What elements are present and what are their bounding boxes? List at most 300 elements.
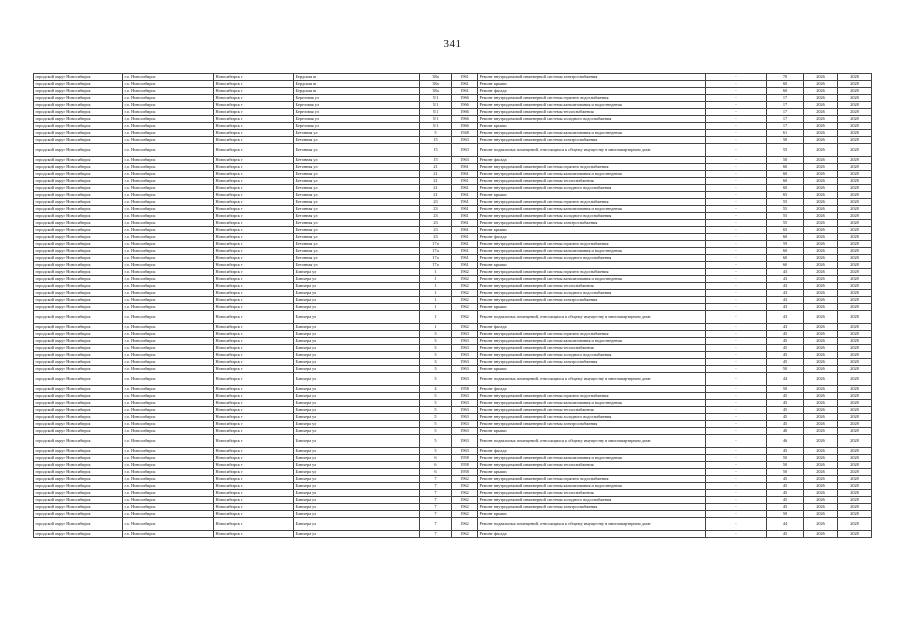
city-cell: Новосибирск г xyxy=(214,504,294,511)
end-year-cell: 2028 xyxy=(838,290,872,297)
value-cell: 65 xyxy=(767,227,804,234)
value-cell: 40 xyxy=(767,428,804,435)
end-year-cell: 2028 xyxy=(838,373,872,386)
locality-cell: г.о. Новосибирск xyxy=(123,234,214,241)
build-year-cell: 1963 xyxy=(452,144,478,157)
house-number-cell: 21 xyxy=(420,178,452,185)
work-type-cell: Ремонт крыши xyxy=(478,304,706,311)
locality-cell: г.о. Новосибирск xyxy=(123,373,214,386)
district-cell: городской округ Новосибирск xyxy=(34,483,123,490)
city-cell: Новосибирск г xyxy=(214,157,294,164)
value-cell: 50 xyxy=(767,511,804,518)
city-cell: Новосибирск г xyxy=(214,164,294,171)
district-cell: городской округ Новосибирск xyxy=(34,262,123,269)
placeholder-cell: - xyxy=(706,462,767,469)
build-year-cell: 1961 xyxy=(452,164,478,171)
value-cell: 55 xyxy=(767,220,804,227)
city-cell: Новосибирск г xyxy=(214,331,294,338)
build-year-cell: 1962 xyxy=(452,504,478,511)
table-row xyxy=(34,220,872,227)
work-type-cell: Ремонт внутридомовой инженерной системы теплоснабжения xyxy=(478,462,706,469)
placeholder-cell: - xyxy=(706,428,767,435)
end-year-cell: 2028 xyxy=(838,428,872,435)
value-cell: 45 xyxy=(767,421,804,428)
end-year-cell: 2028 xyxy=(838,531,872,538)
table-row xyxy=(34,407,872,414)
house-number-cell: 21 xyxy=(420,185,452,192)
end-year-cell: 2028 xyxy=(838,462,872,469)
build-year-cell: 1961 xyxy=(452,262,478,269)
work-type-cell: Ремонт фасада xyxy=(478,157,706,164)
district-cell: городской округ Новосибирск xyxy=(34,331,123,338)
start-year-cell: 2026 xyxy=(804,352,838,359)
house-number-cell: 21 xyxy=(420,164,452,171)
start-year-cell: 2026 xyxy=(804,157,838,164)
city-cell: Новосибирск г xyxy=(214,206,294,213)
street-cell: Березовая ул xyxy=(294,116,420,123)
table-row xyxy=(34,531,872,538)
city-cell: Новосибирск г xyxy=(214,109,294,116)
start-year-cell: 2026 xyxy=(804,248,838,255)
house-number-cell: 4 xyxy=(420,386,452,393)
city-cell: Новосибирск г xyxy=(214,95,294,102)
house-number-cell: 3 xyxy=(420,345,452,352)
work-type-cell: Ремонт внутридомовой инженерной системы холодного водоснабжения xyxy=(478,255,706,262)
placeholder-cell: - xyxy=(706,248,767,255)
city-cell: Новосибирск г xyxy=(214,116,294,123)
house-number-cell: 6 xyxy=(420,455,452,462)
table-row xyxy=(34,448,872,455)
city-cell: Новосибирск г xyxy=(214,345,294,352)
street-cell: Березовая ул xyxy=(294,109,420,116)
start-year-cell: 2026 xyxy=(804,283,838,290)
value-cell: 45 xyxy=(767,352,804,359)
value-cell: 17 xyxy=(767,109,804,116)
table-row xyxy=(34,137,872,144)
district-cell: городской округ Новосибирск xyxy=(34,192,123,199)
end-year-cell: 2028 xyxy=(838,102,872,109)
table-row xyxy=(34,352,872,359)
placeholder-cell: - xyxy=(706,199,767,206)
house-number-cell: 5 xyxy=(420,393,452,400)
district-cell: городской округ Новосибирск xyxy=(34,130,123,137)
house-number-cell: 5/1 xyxy=(420,123,452,130)
district-cell: городской округ Новосибирск xyxy=(34,435,123,448)
table-row xyxy=(34,157,872,164)
end-year-cell: 2028 xyxy=(838,171,872,178)
district-cell: городской округ Новосибирск xyxy=(34,462,123,469)
table-row xyxy=(34,178,872,185)
table-row xyxy=(34,359,872,366)
placeholder-cell: - xyxy=(706,297,767,304)
house-number-cell: 6 xyxy=(420,462,452,469)
end-year-cell: 2028 xyxy=(838,206,872,213)
locality-cell: г.о. Новосибирск xyxy=(123,290,214,297)
city-cell: Новосибирск г xyxy=(214,448,294,455)
end-year-cell: 2028 xyxy=(838,157,872,164)
street-cell: Блюхера ул xyxy=(294,448,420,455)
placeholder-cell: - xyxy=(706,366,767,373)
table-row xyxy=(34,95,872,102)
end-year-cell: 2028 xyxy=(838,199,872,206)
build-year-cell: 1961 xyxy=(452,199,478,206)
street-cell: Бетонная ул xyxy=(294,192,420,199)
value-cell: 43 xyxy=(767,304,804,311)
capital-repair-table xyxy=(33,73,872,538)
start-year-cell: 2026 xyxy=(804,531,838,538)
locality-cell: г.о. Новосибирск xyxy=(123,137,214,144)
value-cell: 45 xyxy=(767,400,804,407)
value-cell: 44 xyxy=(767,518,804,531)
city-cell: Новосибирск г xyxy=(214,490,294,497)
value-cell: 50 xyxy=(767,386,804,393)
street-cell: Блюхера ул xyxy=(294,400,420,407)
city-cell: Новосибирск г xyxy=(214,74,294,81)
placeholder-cell: - xyxy=(706,213,767,220)
street-cell: Блюхера ул xyxy=(294,435,420,448)
end-year-cell: 2028 xyxy=(838,311,872,324)
city-cell: Новосибирск г xyxy=(214,469,294,476)
city-cell: Новосибирск г xyxy=(214,123,294,130)
district-cell: городской округ Новосибирск xyxy=(34,345,123,352)
locality-cell: г.о. Новосибирск xyxy=(123,116,214,123)
city-cell: Новосибирск г xyxy=(214,476,294,483)
locality-cell: г.о. Новосибирск xyxy=(123,171,214,178)
house-number-cell: 1 xyxy=(420,283,452,290)
end-year-cell: 2028 xyxy=(838,116,872,123)
district-cell: городской округ Новосибирск xyxy=(34,137,123,144)
end-year-cell: 2028 xyxy=(838,283,872,290)
placeholder-cell: - xyxy=(706,386,767,393)
end-year-cell: 2028 xyxy=(838,414,872,421)
value-cell: 70 xyxy=(767,74,804,81)
placeholder-cell: - xyxy=(706,421,767,428)
value-cell: 17 xyxy=(767,95,804,102)
district-cell: городской округ Новосибирск xyxy=(34,338,123,345)
end-year-cell: 2028 xyxy=(838,109,872,116)
city-cell: Новосибирск г xyxy=(214,276,294,283)
start-year-cell: 2026 xyxy=(804,269,838,276)
city-cell: Новосибирск г xyxy=(214,421,294,428)
end-year-cell: 2028 xyxy=(838,366,872,373)
city-cell: Новосибирск г xyxy=(214,283,294,290)
city-cell: Новосибирск г xyxy=(214,130,294,137)
end-year-cell: 2028 xyxy=(838,455,872,462)
start-year-cell: 2026 xyxy=(804,338,838,345)
value-cell: 43 xyxy=(767,290,804,297)
build-year-cell: 1961 xyxy=(452,74,478,81)
build-year-cell: 1963 xyxy=(452,435,478,448)
street-cell: Бердская ш xyxy=(294,88,420,95)
locality-cell: г.о. Новосибирск xyxy=(123,144,214,157)
locality-cell: г.о. Новосибирск xyxy=(123,476,214,483)
value-cell: 55 xyxy=(767,206,804,213)
table-row xyxy=(34,476,872,483)
street-cell: Блюхера ул xyxy=(294,393,420,400)
value-cell: 45 xyxy=(767,359,804,366)
start-year-cell: 2026 xyxy=(804,366,838,373)
district-cell: городской округ Новосибирск xyxy=(34,511,123,518)
house-number-cell: 15 xyxy=(420,144,452,157)
city-cell: Новосибирск г xyxy=(214,248,294,255)
value-cell: 45 xyxy=(767,490,804,497)
house-number-cell: 7 xyxy=(420,511,452,518)
work-type-cell: Ремонт внутридомовой инженерной системы теплоснабжения xyxy=(478,283,706,290)
city-cell: Новосибирск г xyxy=(214,393,294,400)
city-cell: Новосибирск г xyxy=(214,297,294,304)
end-year-cell: 2028 xyxy=(838,511,872,518)
work-type-cell: Ремонт внутридомовой инженерной системы канализования и водоотведения xyxy=(478,130,706,137)
street-cell: Березовая ул xyxy=(294,102,420,109)
district-cell: городской округ Новосибирск xyxy=(34,290,123,297)
locality-cell: г.о. Новосибирск xyxy=(123,157,214,164)
city-cell: Новосибирск г xyxy=(214,414,294,421)
work-type-cell: Ремонт внутридомовой инженерной системы электроснабжения xyxy=(478,220,706,227)
work-type-cell: Ремонт внутридомовой инженерной системы электроснабжения xyxy=(478,504,706,511)
district-cell: городской округ Новосибирск xyxy=(34,476,123,483)
end-year-cell: 2028 xyxy=(838,448,872,455)
street-cell: Бердская ш xyxy=(294,81,420,88)
end-year-cell: 2028 xyxy=(838,227,872,234)
work-type-cell: Ремонт внутридомовой инженерной системы горячего водоснабжения xyxy=(478,241,706,248)
work-type-cell: Ремонт внутридомовой инженерной системы холодного водоснабжения xyxy=(478,213,706,220)
street-cell: Блюхера ул xyxy=(294,304,420,311)
value-cell: 60 xyxy=(767,88,804,95)
house-number-cell: 5/1 xyxy=(420,109,452,116)
table-row xyxy=(34,311,872,324)
house-number-cell: 5 xyxy=(420,421,452,428)
value-cell: 45 xyxy=(767,497,804,504)
start-year-cell: 2026 xyxy=(804,185,838,192)
locality-cell: г.о. Новосибирск xyxy=(123,297,214,304)
work-type-cell: Ремонт крыши xyxy=(478,262,706,269)
district-cell: городской округ Новосибирск xyxy=(34,407,123,414)
house-number-cell: 7 xyxy=(420,490,452,497)
placeholder-cell: - xyxy=(706,157,767,164)
build-year-cell: 1963 xyxy=(452,359,478,366)
start-year-cell: 2026 xyxy=(804,234,838,241)
house-number-cell: 1 xyxy=(420,290,452,297)
end-year-cell: 2028 xyxy=(838,476,872,483)
value-cell: 60 xyxy=(767,164,804,171)
work-type-cell: Ремонт подвальных помещений, относящихся к общему имуществу в многоквартирном доме xyxy=(478,373,706,386)
table-row xyxy=(34,462,872,469)
table-body xyxy=(34,74,872,538)
placeholder-cell: - xyxy=(706,227,767,234)
street-cell: Блюхера ул xyxy=(294,276,420,283)
house-number-cell: 7 xyxy=(420,504,452,511)
street-cell: Бетонная ул xyxy=(294,227,420,234)
street-cell: Блюхера ул xyxy=(294,414,420,421)
city-cell: Новосибирск г xyxy=(214,324,294,331)
locality-cell: г.о. Новосибирск xyxy=(123,81,214,88)
work-type-cell: Ремонт внутридомовой инженерной системы холодного водоснабжения xyxy=(478,116,706,123)
placeholder-cell: - xyxy=(706,331,767,338)
build-year-cell: 1966 xyxy=(452,116,478,123)
city-cell: Новосибирск г xyxy=(214,255,294,262)
start-year-cell: 2026 xyxy=(804,213,838,220)
build-year-cell: 1961 xyxy=(452,192,478,199)
district-cell: городской округ Новосибирск xyxy=(34,400,123,407)
table-row xyxy=(34,345,872,352)
street-cell: Бетонная ул xyxy=(294,171,420,178)
table-row xyxy=(34,331,872,338)
start-year-cell: 2026 xyxy=(804,476,838,483)
district-cell: городской округ Новосибирск xyxy=(34,102,123,109)
work-type-cell: Ремонт внутридомовой инженерной системы электроснабжения xyxy=(478,421,706,428)
placeholder-cell: - xyxy=(706,531,767,538)
city-cell: Новосибирск г xyxy=(214,185,294,192)
placeholder-cell: - xyxy=(706,185,767,192)
start-year-cell: 2026 xyxy=(804,386,838,393)
placeholder-cell: - xyxy=(706,171,767,178)
value-cell: 50 xyxy=(767,366,804,373)
start-year-cell: 2026 xyxy=(804,448,838,455)
end-year-cell: 2028 xyxy=(838,304,872,311)
city-cell: Новосибирск г xyxy=(214,400,294,407)
city-cell: Новосибирск г xyxy=(214,428,294,435)
street-cell: Блюхера ул xyxy=(294,366,420,373)
house-number-cell: 7 xyxy=(420,531,452,538)
street-cell: Бетонная ул xyxy=(294,255,420,262)
build-year-cell: 1961 xyxy=(452,206,478,213)
house-number-cell: 17а xyxy=(420,262,452,269)
locality-cell: г.о. Новосибирск xyxy=(123,428,214,435)
value-cell: 45 xyxy=(767,407,804,414)
work-type-cell: Ремонт внутридомовой инженерной системы канализования и водоотведения xyxy=(478,455,706,462)
build-year-cell: 1961 xyxy=(452,227,478,234)
table-row xyxy=(34,227,872,234)
build-year-cell: 1958 xyxy=(452,462,478,469)
house-number-cell: 23 xyxy=(420,213,452,220)
start-year-cell: 2026 xyxy=(804,511,838,518)
build-year-cell: 1961 xyxy=(452,255,478,262)
house-number-cell: 5 xyxy=(420,414,452,421)
locality-cell: г.о. Новосибирск xyxy=(123,130,214,137)
value-cell: 43 xyxy=(767,276,804,283)
end-year-cell: 2028 xyxy=(838,88,872,95)
build-year-cell: 1963 xyxy=(452,137,478,144)
placeholder-cell: - xyxy=(706,490,767,497)
city-cell: Новосибирск г xyxy=(214,171,294,178)
locality-cell: г.о. Новосибирск xyxy=(123,262,214,269)
end-year-cell: 2028 xyxy=(838,386,872,393)
placeholder-cell: - xyxy=(706,88,767,95)
build-year-cell: 1962 xyxy=(452,476,478,483)
table-row xyxy=(34,455,872,462)
work-type-cell: Ремонт внутридомовой инженерной системы горячего водоснабжения xyxy=(478,164,706,171)
city-cell: Новосибирск г xyxy=(214,137,294,144)
street-cell: Блюхера ул xyxy=(294,531,420,538)
start-year-cell: 2026 xyxy=(804,164,838,171)
value-cell: 60 xyxy=(767,178,804,185)
placeholder-cell: - xyxy=(706,144,767,157)
build-year-cell: 1966 xyxy=(452,95,478,102)
table-row xyxy=(34,428,872,435)
district-cell: городской округ Новосибирск xyxy=(34,455,123,462)
start-year-cell: 2026 xyxy=(804,241,838,248)
work-type-cell: Ремонт внутридомовой инженерной системы теплоснабжения xyxy=(478,490,706,497)
street-cell: Блюхера ул xyxy=(294,359,420,366)
start-year-cell: 2026 xyxy=(804,421,838,428)
locality-cell: г.о. Новосибирск xyxy=(123,192,214,199)
street-cell: Бетонная ул xyxy=(294,164,420,171)
locality-cell: г.о. Новосибирск xyxy=(123,178,214,185)
locality-cell: г.о. Новосибирск xyxy=(123,269,214,276)
house-number-cell: 5/1 xyxy=(420,95,452,102)
work-type-cell: Ремонт крыши xyxy=(478,428,706,435)
build-year-cell: 1962 xyxy=(452,276,478,283)
district-cell: городской округ Новосибирск xyxy=(34,490,123,497)
build-year-cell: 1961 xyxy=(452,241,478,248)
locality-cell: г.о. Новосибирск xyxy=(123,283,214,290)
table-row xyxy=(34,248,872,255)
district-cell: городской округ Новосибирск xyxy=(34,109,123,116)
value-cell: 43 xyxy=(767,283,804,290)
district-cell: городской округ Новосибирск xyxy=(34,171,123,178)
start-year-cell: 2026 xyxy=(804,324,838,331)
locality-cell: г.о. Новосибирск xyxy=(123,462,214,469)
city-cell: Новосибирск г xyxy=(214,213,294,220)
locality-cell: г.о. Новосибирск xyxy=(123,199,214,206)
start-year-cell: 2026 xyxy=(804,88,838,95)
table-row xyxy=(34,511,872,518)
locality-cell: г.о. Новосибирск xyxy=(123,324,214,331)
house-number-cell: 7 xyxy=(420,483,452,490)
end-year-cell: 2028 xyxy=(838,497,872,504)
district-cell: городской округ Новосибирск xyxy=(34,421,123,428)
placeholder-cell: - xyxy=(706,130,767,137)
build-year-cell: 1961 xyxy=(452,220,478,227)
street-cell: Бетонная ул xyxy=(294,262,420,269)
street-cell: Блюхера ул xyxy=(294,311,420,324)
value-cell: 45 xyxy=(767,414,804,421)
table-row xyxy=(34,164,872,171)
value-cell: 50 xyxy=(767,455,804,462)
placeholder-cell: - xyxy=(706,255,767,262)
city-cell: Новосибирск г xyxy=(214,338,294,345)
work-type-cell: Ремонт фасада xyxy=(478,448,706,455)
district-cell: городской округ Новосибирск xyxy=(34,324,123,331)
locality-cell: г.о. Новосибирск xyxy=(123,455,214,462)
work-type-cell: Ремонт внутридомовой инженерной системы холодного водоснабжения xyxy=(478,290,706,297)
build-year-cell: 1962 xyxy=(452,511,478,518)
district-cell: городской округ Новосибирск xyxy=(34,531,123,538)
locality-cell: г.о. Новосибирск xyxy=(123,255,214,262)
district-cell: городской округ Новосибирск xyxy=(34,164,123,171)
value-cell: 60 xyxy=(767,185,804,192)
city-cell: Новосибирск г xyxy=(214,373,294,386)
start-year-cell: 2026 xyxy=(804,130,838,137)
end-year-cell: 2028 xyxy=(838,407,872,414)
city-cell: Новосибирск г xyxy=(214,455,294,462)
table-row xyxy=(34,234,872,241)
value-cell: 50 xyxy=(767,157,804,164)
placeholder-cell: - xyxy=(706,304,767,311)
table-row xyxy=(34,497,872,504)
start-year-cell: 2026 xyxy=(804,331,838,338)
value-cell: 55 xyxy=(767,199,804,206)
work-type-cell: Ремонт внутридомовой инженерной системы канализования и водоотведения xyxy=(478,102,706,109)
work-type-cell: Ремонт внутридомовой инженерной системы электроснабжения xyxy=(478,297,706,304)
locality-cell: г.о. Новосибирск xyxy=(123,386,214,393)
placeholder-cell: - xyxy=(706,504,767,511)
end-year-cell: 2028 xyxy=(838,518,872,531)
city-cell: Новосибирск г xyxy=(214,435,294,448)
value-cell: 17 xyxy=(767,123,804,130)
end-year-cell: 2028 xyxy=(838,324,872,331)
work-type-cell: Ремонт крыши xyxy=(478,192,706,199)
